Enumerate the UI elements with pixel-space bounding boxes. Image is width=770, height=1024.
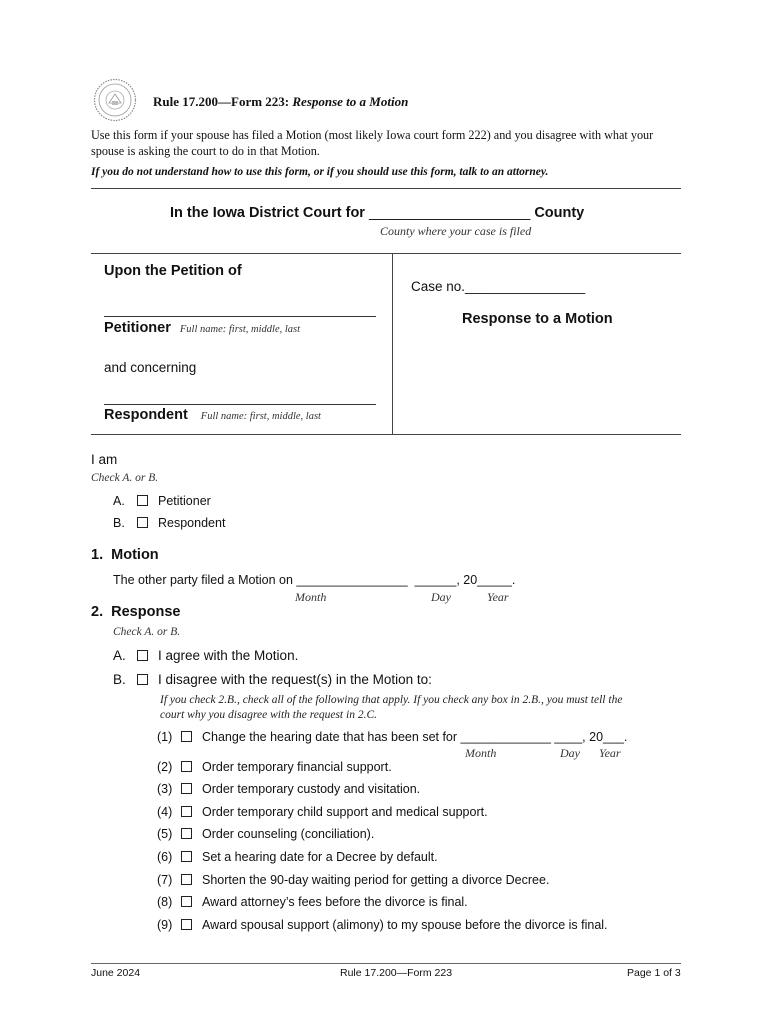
checkbox-disagree[interactable] [137, 674, 148, 685]
caption-vertical-rule [392, 253, 393, 434]
motion-date-line[interactable]: The other party filed a Motion on ________________ ______, 20_____. [113, 573, 516, 587]
request-item-5[interactable]: (5) Order counseling (conciliation). [157, 827, 375, 841]
request-item-4[interactable]: (4) Order temporary child support and medical support. [157, 805, 488, 819]
request-item-7[interactable]: (7) Shorten the 90-day waiting period for getting a divorce Decree. [157, 873, 550, 887]
i-am-label: I am [91, 452, 118, 467]
checkbox-request-3[interactable] [181, 783, 192, 794]
attorney-warning: If you do not understand how to use this form, or if you should use this form, talk to an attorney. [91, 166, 549, 178]
court-line: In the Iowa District Court for ____________________ County [170, 205, 585, 221]
checkbox-request-5[interactable] [181, 828, 192, 839]
motion-year-hint: Year [487, 590, 509, 604]
petitioner-name-line[interactable] [104, 316, 376, 317]
footer-form-number: Rule 17.200—Form 223 [340, 967, 453, 979]
county-hint: County where your case is filed [380, 224, 532, 238]
request-item-6[interactable]: (6) Set a hearing date for a Decree by default. [157, 850, 438, 864]
checkbox-request-6[interactable] [181, 851, 192, 862]
request-item-2[interactable]: (2) Order temporary financial support. [157, 760, 392, 774]
option-agree[interactable]: A. I agree with the Motion. [113, 648, 299, 663]
request-item-9[interactable]: (9) Award spousal support (alimony) to my spouse before the divorce is final. [157, 918, 608, 932]
i-am-instruction: Check A. or B. [91, 472, 159, 484]
section-1-heading: 1. Motion [91, 547, 159, 563]
caption-bottom-rule [91, 434, 681, 435]
hearing-year-hint: Year [599, 746, 621, 760]
checkbox-request-1[interactable] [181, 731, 192, 742]
hearing-month-hint: Month [465, 746, 497, 760]
iowa-seal-logo [93, 78, 137, 122]
document-title: Response to a Motion [462, 311, 613, 327]
request-item-3[interactable]: (3) Order temporary custody and visitation. [157, 782, 421, 796]
checkbox-request-4[interactable] [181, 806, 192, 817]
footer-date: June 2024 [91, 967, 141, 979]
respondent-label: Respondent Full name: first, middle, last [104, 407, 321, 423]
checkbox-request-2[interactable] [181, 761, 192, 772]
checkbox-agree[interactable] [137, 650, 148, 661]
section-2-heading: 2. Response [91, 604, 181, 620]
option-respondent[interactable]: B. Respondent [113, 516, 226, 530]
option-petitioner[interactable]: A. Petitioner [113, 494, 211, 508]
hearing-day-hint: Day [560, 746, 580, 760]
motion-day-hint: Day [431, 590, 451, 604]
request-item-8[interactable]: (8) Award attorney’s fees before the divorce is final. [157, 895, 468, 909]
divider-top [91, 188, 681, 189]
motion-month-hint: Month [295, 590, 327, 604]
case-number-field[interactable]: Case no.________________ [411, 279, 586, 294]
option-disagree[interactable]: B. I disagree with the request(s) in the Motion to: [113, 672, 432, 687]
checkbox-request-7[interactable] [181, 874, 192, 885]
and-concerning-label: and concerning [104, 360, 197, 375]
county-field[interactable]: ____________________ [368, 205, 531, 221]
footer-page-number: Page 1 of 3 [627, 967, 681, 979]
form-title: Rule 17.200—Form 223: Response to a Motion [153, 94, 409, 109]
caption-top-rule [91, 253, 681, 254]
checkbox-request-9[interactable] [181, 919, 192, 930]
checkbox-petitioner[interactable] [137, 495, 148, 506]
disagree-note-line-1: If you check 2.B., check all of the following that apply. If you check any box in 2.B., you must tell the [160, 694, 623, 706]
upon-petition-label: Upon the Petition of [104, 263, 242, 279]
checkbox-respondent[interactable] [137, 517, 148, 528]
checkbox-request-8[interactable] [181, 896, 192, 907]
response-instruction: Check A. or B. [113, 626, 181, 638]
respondent-name-line[interactable] [104, 404, 376, 405]
footer-rule [91, 963, 681, 964]
disagree-note-line-2: court why you disagree with the request in 2.C. [160, 709, 377, 721]
petitioner-label: Petitioner Full name: first, middle, last [104, 320, 301, 336]
request-item-1[interactable]: (1) Change the hearing date that has been set for _____________ ____, 20___. [157, 730, 628, 744]
form-intro: Use this form if your spouse has filed a Motion (most likely Iowa court form 222) and you disagree with what your spouse is asking the court to do in that Motion. [91, 128, 654, 158]
